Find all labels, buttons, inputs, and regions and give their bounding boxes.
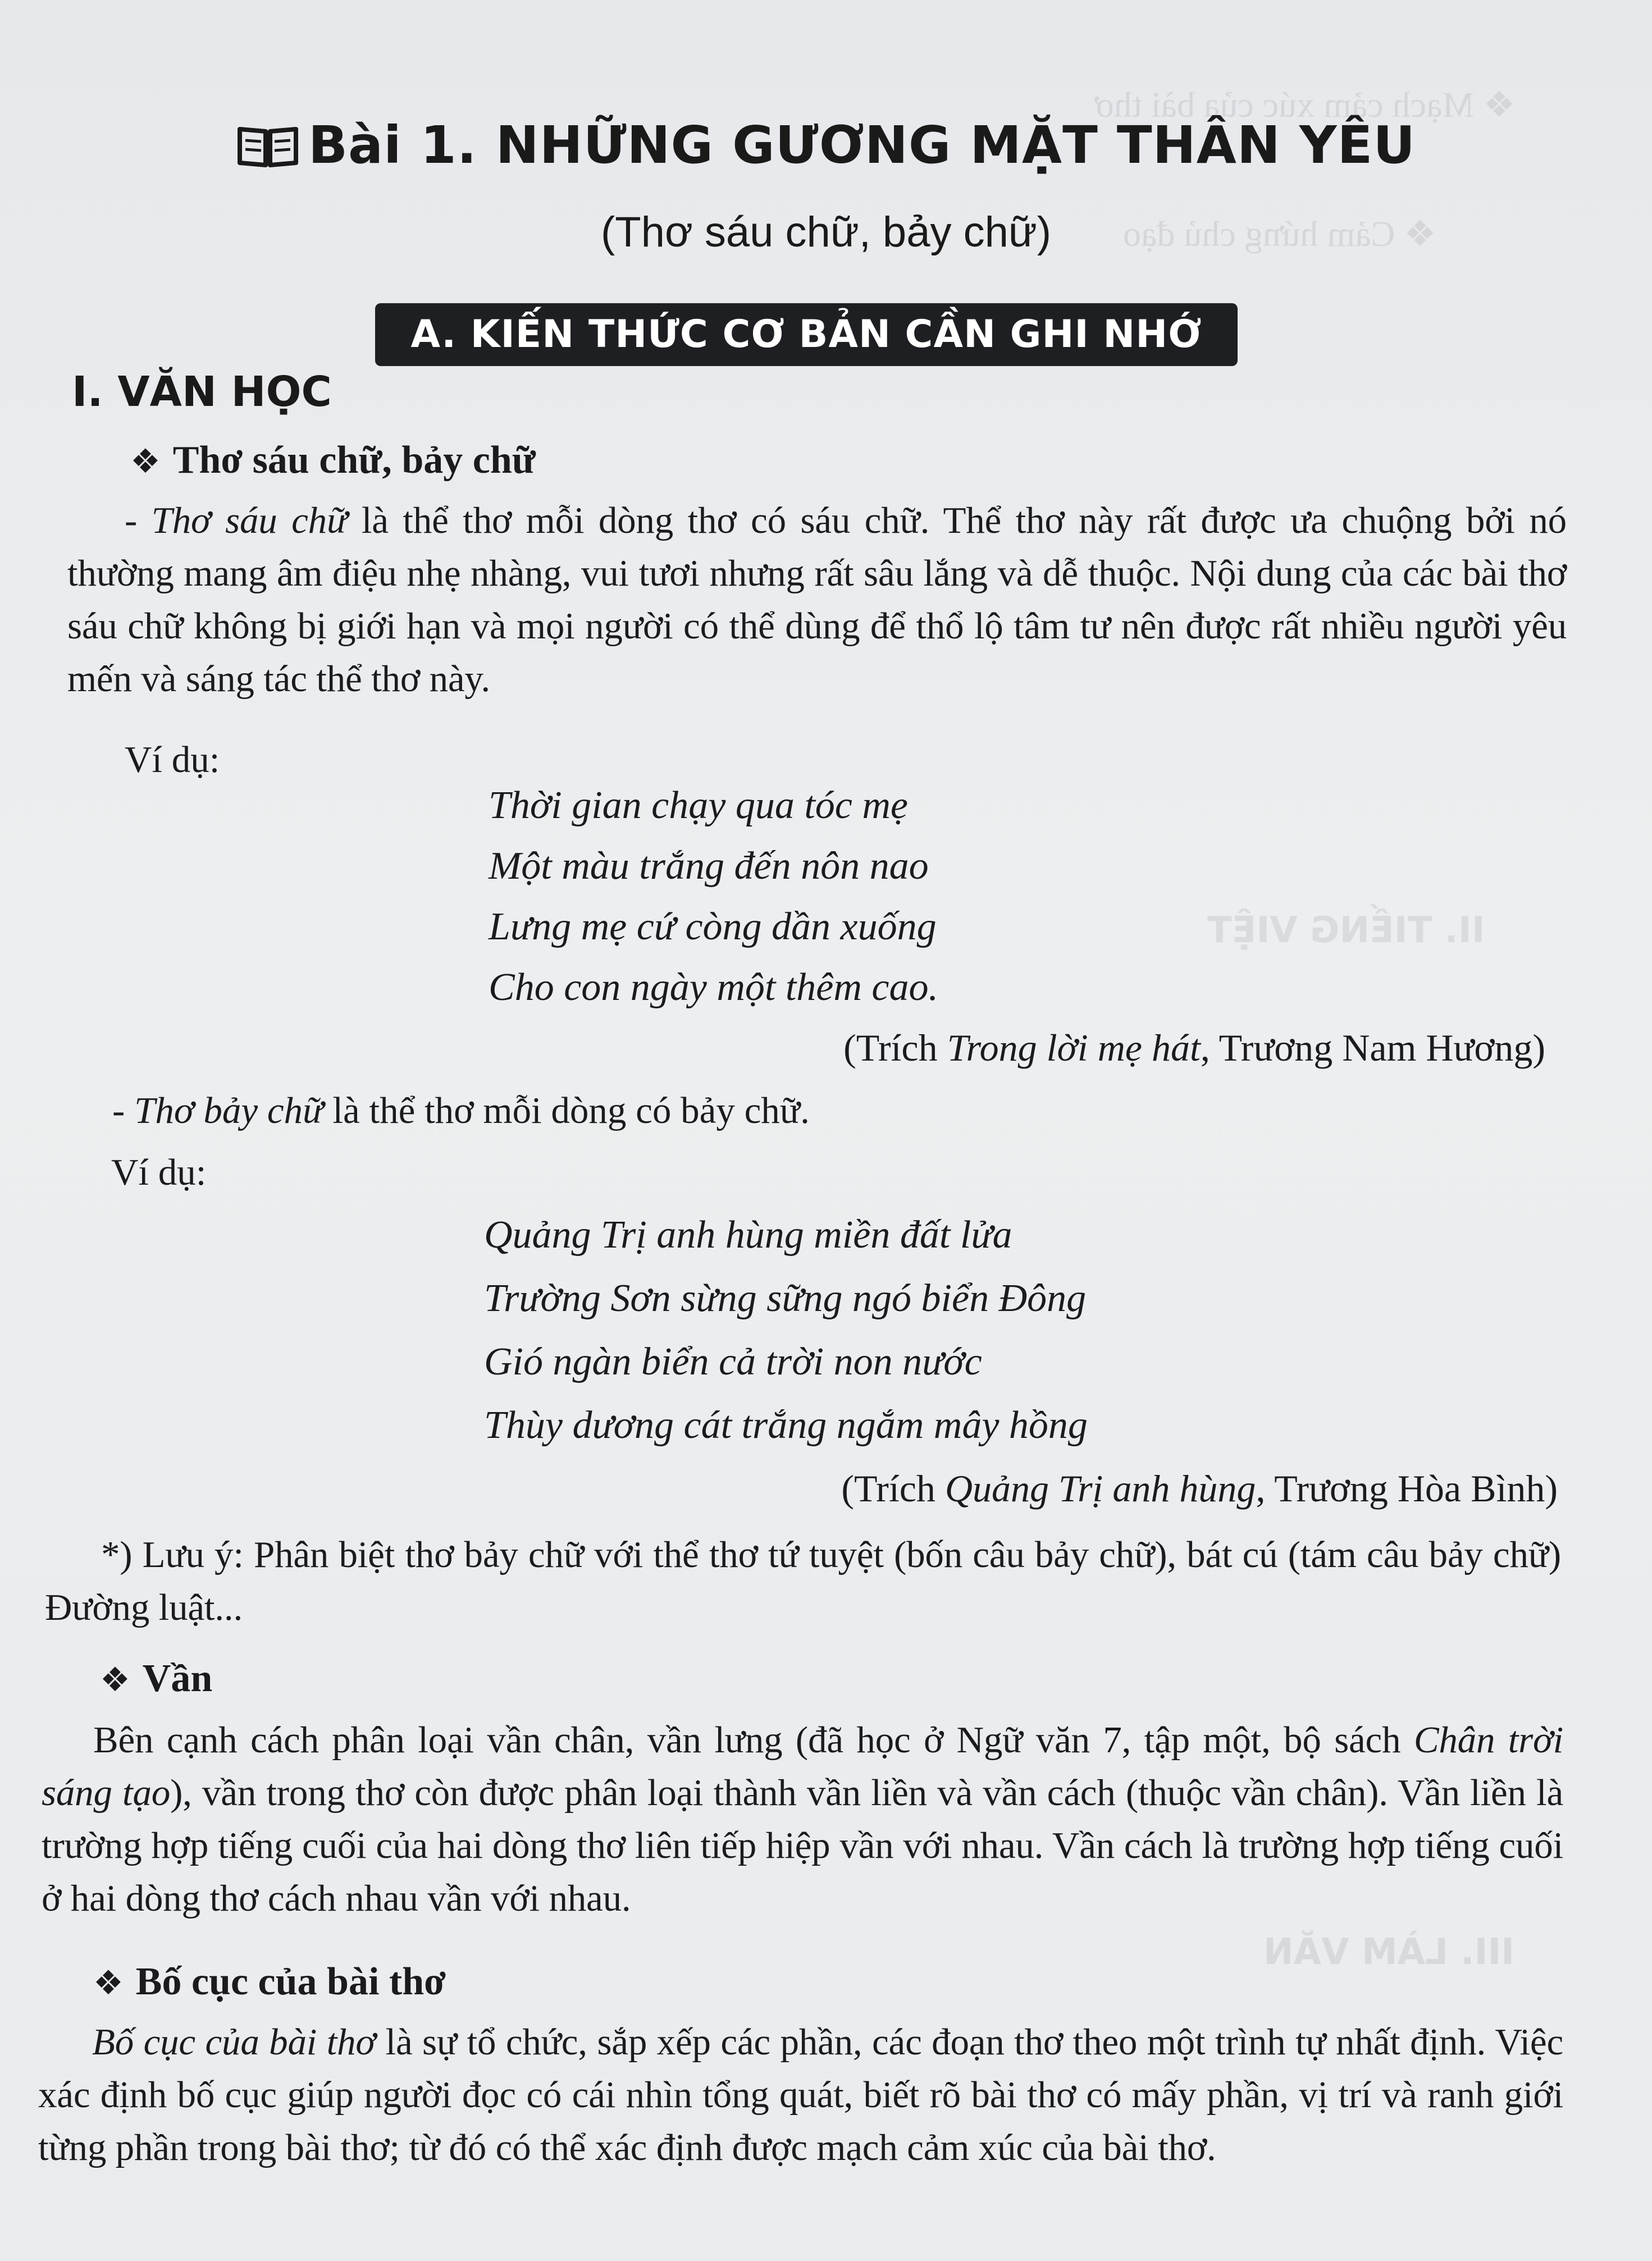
- poem-line: Thời gian chạy qua tóc mẹ: [489, 784, 908, 827]
- subheading-text: Vần: [142, 1657, 213, 1700]
- citation-close: , Trương Hòa Bình): [1256, 1467, 1558, 1510]
- term-bo-cuc: Bố cục của bài thơ: [92, 2021, 376, 2063]
- paragraph-body: ), vần trong thơ còn được phân loại thành vần liền và vần cách (thuộc vần chân). Vần liền là trường hợp tiếng cuối của hai dòng thơ liên tiếp hiệp vần với nhau. Vần cách là trường hợp tiếng cuối ở hai dòng thơ cách nhau vần với nhau.: [42, 1772, 1564, 1919]
- paragraph-body: Bên cạnh cách phân loại vần chân, vần lưng (đã học ở Ngữ văn 7, tập một, bộ sách: [93, 1719, 1414, 1761]
- poem-line: Lưng mẹ cứ còng dần xuống: [489, 905, 937, 948]
- citation-open: (Trích: [843, 1026, 947, 1069]
- paragraph-tho-bay-chu: [112, 1089, 810, 1132]
- subheading-tho-sau-bay-chu: [130, 438, 536, 483]
- term-tho-sau-chu: Thơ sáu chữ: [151, 500, 348, 541]
- bleed-through: II. TIẾNG VIỆT: [1207, 910, 1485, 951]
- note-paragraph: *) Lưu ý: Phân biệt thơ bảy chữ với thể thơ tứ tuyệt (bốn câu bảy chữ), bát cú (tám câu bảy chữ) Đường luật...: [45, 1534, 1561, 1628]
- bleed-through: ❖ Mạch cảm xúc của bài thơ: [1095, 85, 1516, 125]
- page-title: [0, 115, 1652, 180]
- four-diamond-bullet-icon: ❖: [130, 442, 161, 481]
- subheading-bo-cuc: [93, 1959, 446, 2004]
- poem-line: Trường Sơn sừng sững ngó biển Đông: [484, 1277, 1087, 1320]
- term-tho-bay-chu: Thơ bảy chữ: [134, 1090, 323, 1131]
- paragraph-tho-sau-chu: [67, 494, 1567, 705]
- page-subtitle: (Thơ sáu chữ, bảy chữ): [600, 208, 1052, 256]
- paragraph-van: [42, 1714, 1563, 1925]
- paragraph-body: là thể thơ mỗi dòng có bảy chữ.: [323, 1090, 810, 1131]
- poem-line: Quảng Trị anh hùng miền đất lửa: [484, 1213, 1012, 1257]
- four-diamond-bullet-icon: ❖: [93, 1963, 124, 2003]
- subheading-text: Thơ sáu chữ, bảy chữ: [172, 439, 536, 482]
- subheading-van: [100, 1656, 212, 1701]
- citation-close: , Trương Nam Hương): [1200, 1026, 1545, 1069]
- poem-line: Cho con ngày một thêm cao.: [489, 966, 938, 1009]
- citation: [843, 1026, 1545, 1070]
- book-title: Chân trời sáng tạo: [42, 1719, 1563, 1814]
- poem-line: Một màu trắng đến nôn nao: [489, 844, 929, 888]
- paragraph-prefix: -: [125, 500, 152, 541]
- paragraph-prefix: -: [112, 1090, 135, 1131]
- paragraph-body: là sự tổ chức, sắp xếp các phần, các đoạn thơ theo một trình tự nhất định. Việc xác định bố cục giúp người đọc có cái nhìn tổng quát, biết rõ bài thơ có mấy phần, vị trí và ranh giới từng phần trong bài thơ; từ đó có thể xác định được mạch cảm xúc của bài thơ.: [38, 2021, 1563, 2168]
- bleed-through: III. LÀM VĂN: [1263, 1931, 1514, 1973]
- open-book-icon: [236, 120, 299, 180]
- paragraph-bo-cuc: [38, 2016, 1563, 2174]
- page-title-text: Bài 1. NHỮNG GƯƠNG MẶT THÂN YÊU: [308, 115, 1416, 175]
- four-diamond-bullet-icon: ❖: [100, 1660, 130, 1700]
- citation-work: Quảng Trị anh hùng: [944, 1467, 1256, 1510]
- citation: [841, 1467, 1558, 1511]
- citation-open: (Trích: [841, 1467, 945, 1510]
- poem-line: Thùy dương cát trắng ngắm mây hồng: [484, 1404, 1088, 1447]
- poem-line: Gió ngàn biển cả trời non nước: [484, 1340, 982, 1383]
- section-banner: A. KIẾN THỨC CƠ BẢN CẦN GHI NHỚ: [375, 303, 1238, 366]
- citation-work: Trong lời mẹ hát: [947, 1026, 1201, 1069]
- example-label: Ví dụ:: [125, 739, 220, 780]
- paragraph-body: là thể thơ mỗi dòng thơ có sáu chữ. Thể thơ này rất được ưa chuộng bởi nó thường mang âm điệu nhẹ nhàng, vui tươi nhưng rất sâu lắng và dễ thuộc. Nội dung của các bài thơ sáu chữ không bị giới hạn và mọi người có thể dùng để thổ lộ tâm tư nên được rất nhiều người yêu mến và sáng tác thể thơ này.: [67, 500, 1567, 700]
- example-label: Ví dụ:: [111, 1152, 207, 1193]
- subheading-text: Bố cục của bài thơ: [135, 1960, 446, 2003]
- bleed-through: ❖ Cảm hứng chủ đạo: [1123, 214, 1436, 254]
- section-heading: I. VĂN HỌC: [72, 368, 332, 416]
